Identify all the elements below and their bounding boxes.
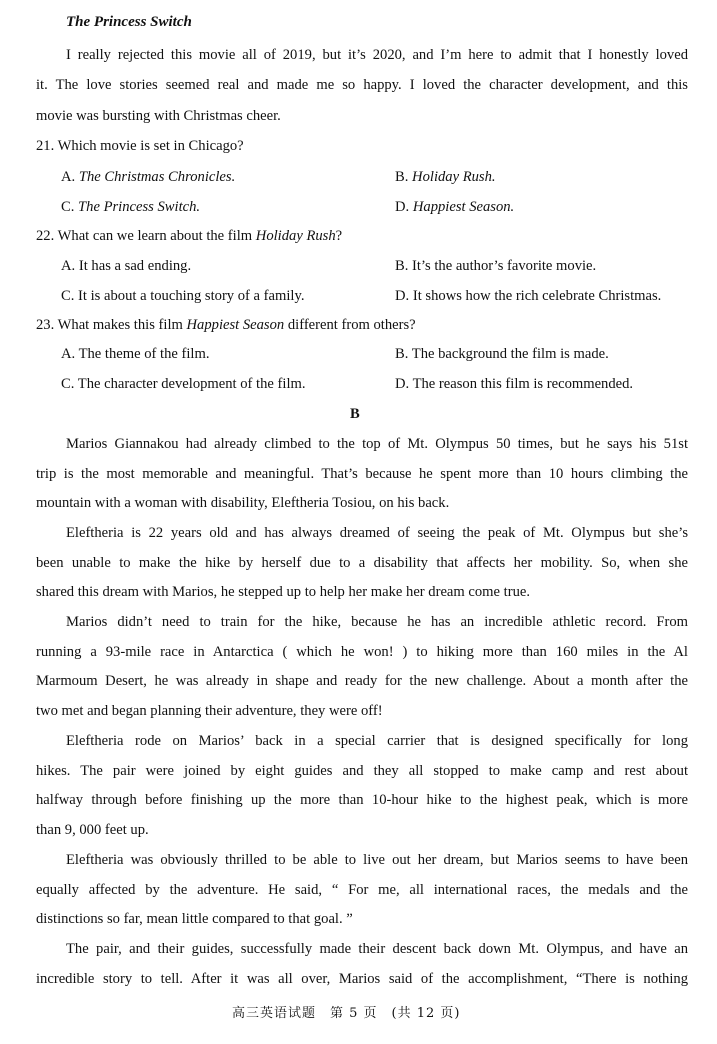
- option-label: A.: [61, 169, 76, 185]
- option-text: The theme of the film.: [78, 346, 210, 362]
- answer-option[interactable]: [61, 256, 191, 276]
- option-label: B.: [395, 258, 409, 274]
- option-label: D.: [395, 199, 410, 215]
- option-label: D.: [395, 376, 410, 392]
- passage-b-line: running a 93-mile race in Antarctica ( which he won! ) to hiking more than 160 miles in the Al: [36, 644, 688, 660]
- option-label: C.: [61, 376, 75, 392]
- passage-b-line: Marios didn’t need to train for the hike, because he has an incredible athletic record. From: [66, 614, 688, 630]
- question-stem: [36, 226, 342, 246]
- answer-option[interactable]: [61, 344, 210, 364]
- answer-option[interactable]: [395, 286, 661, 306]
- passage-b-line: two met and began planning their adventure, they were off!: [36, 703, 383, 719]
- answer-option[interactable]: [395, 344, 609, 364]
- passage-b-line: halfway through before finishing up the more than 10-hour hike to the highest peak, which is more: [36, 792, 688, 808]
- passage-a-line: I really rejected this movie all of 2019, but it’s 2020, and I’m here to admit that I honestly loved: [66, 47, 688, 63]
- option-label: C.: [61, 199, 75, 215]
- option-text: It is about a touching story of a family.: [78, 288, 305, 304]
- option-label: B.: [395, 169, 409, 185]
- passage-b-line: Marios Giannakou had already climbed to the top of Mt. Olympus 50 times, but he says his 51st: [66, 436, 688, 452]
- passage-b-line: The pair, and their guides, successfully made their descent back down Mt. Olympus, and have an: [66, 941, 688, 957]
- option-text: Holiday Rush.: [412, 169, 496, 185]
- option-text: It’s the author’s favorite movie.: [412, 258, 597, 274]
- option-text: The Princess Switch.: [78, 199, 201, 215]
- passage-b-line: trip is the most memorable and meaningful. That’s because he spent more than 10 hours climbing the: [36, 466, 688, 482]
- option-text: The reason this film is recommended.: [412, 376, 634, 392]
- option-label: D.: [395, 288, 410, 304]
- question-stem: [36, 315, 416, 335]
- option-text: It has a sad ending.: [78, 258, 192, 274]
- passage-b-line: hikes. The pair were joined by eight guides and they all stopped to make camp and rest about: [36, 763, 688, 779]
- question-stem-text: 22. What can we learn about the film: [36, 228, 256, 244]
- option-text: The character development of the film.: [77, 376, 306, 392]
- answer-option[interactable]: [395, 197, 514, 217]
- section-b-heading: B: [350, 406, 360, 422]
- option-label: B.: [395, 346, 409, 362]
- option-label: A.: [61, 258, 76, 274]
- question-stem-text: different from others?: [284, 317, 416, 333]
- passage-b-line: been unable to make the hike by herself due to a disability that affects her mobility. So, when she: [36, 555, 688, 571]
- answer-option[interactable]: [395, 374, 633, 394]
- question-stem: 21. Which movie is set in Chicago?: [36, 138, 244, 154]
- passage-b-line: Eleftheria was obviously thrilled to be able to live out her dream, but Marios seems to have been: [66, 852, 688, 868]
- option-text: Happiest Season.: [412, 199, 515, 215]
- answer-option[interactable]: [61, 374, 306, 394]
- option-text: It shows how the rich celebrate Christmas.: [412, 288, 662, 304]
- passage-b-line: Marmoum Desert, he was already in shape and ready for the new challenge. About a month after the: [36, 673, 688, 689]
- answer-option[interactable]: [61, 197, 200, 217]
- passage-b-line: Eleftheria is 22 years old and has always dreamed of seeing the peak of Mt. Olympus but she’s: [66, 525, 688, 541]
- page-footer: 高三英语试题 第 5 页 (共 12 页): [232, 1006, 461, 1021]
- passage-b-line: than 9, 000 feet up.: [36, 822, 149, 838]
- passage-b-line: shared this dream with Marios, he stepped up to help her make her dream come true.: [36, 584, 530, 600]
- passage-b-line: equally affected by the adventure. He said, “ For me, all international races, the medals and the: [36, 882, 688, 898]
- option-text: The Christmas Chronicles.: [78, 169, 236, 185]
- question-stem-title: Happiest Season: [186, 317, 285, 333]
- option-label: A.: [61, 346, 76, 362]
- passage-b-line: distinctions so far, mean little compared to that goal. ”: [36, 911, 353, 927]
- option-label: C.: [61, 288, 75, 304]
- passage-b-line: incredible story to tell. After it was all over, Marios said of the accomplishment, “There is nothing: [36, 971, 688, 987]
- answer-option[interactable]: [61, 286, 304, 306]
- passage-title: The Princess Switch: [66, 14, 192, 30]
- answer-option[interactable]: [395, 256, 596, 276]
- option-text: The background the film is made.: [411, 346, 609, 362]
- answer-option[interactable]: [395, 167, 496, 187]
- passage-b-line: Eleftheria rode on Marios’ back in a special carrier that is designed specifically for long: [66, 733, 688, 749]
- passage-a-line: it. The love stories seemed real and made me so happy. I loved the character development, and this: [36, 77, 688, 93]
- question-stem-text: ?: [335, 228, 343, 244]
- passage-b-line: mountain with a woman with disability, Eleftheria Tosiou, on his back.: [36, 495, 450, 511]
- question-stem-title: Holiday Rush: [255, 228, 336, 244]
- question-stem-text: 23. What makes this film: [36, 317, 187, 333]
- passage-a-line: movie was bursting with Christmas cheer.: [36, 108, 281, 124]
- answer-option[interactable]: [61, 167, 235, 187]
